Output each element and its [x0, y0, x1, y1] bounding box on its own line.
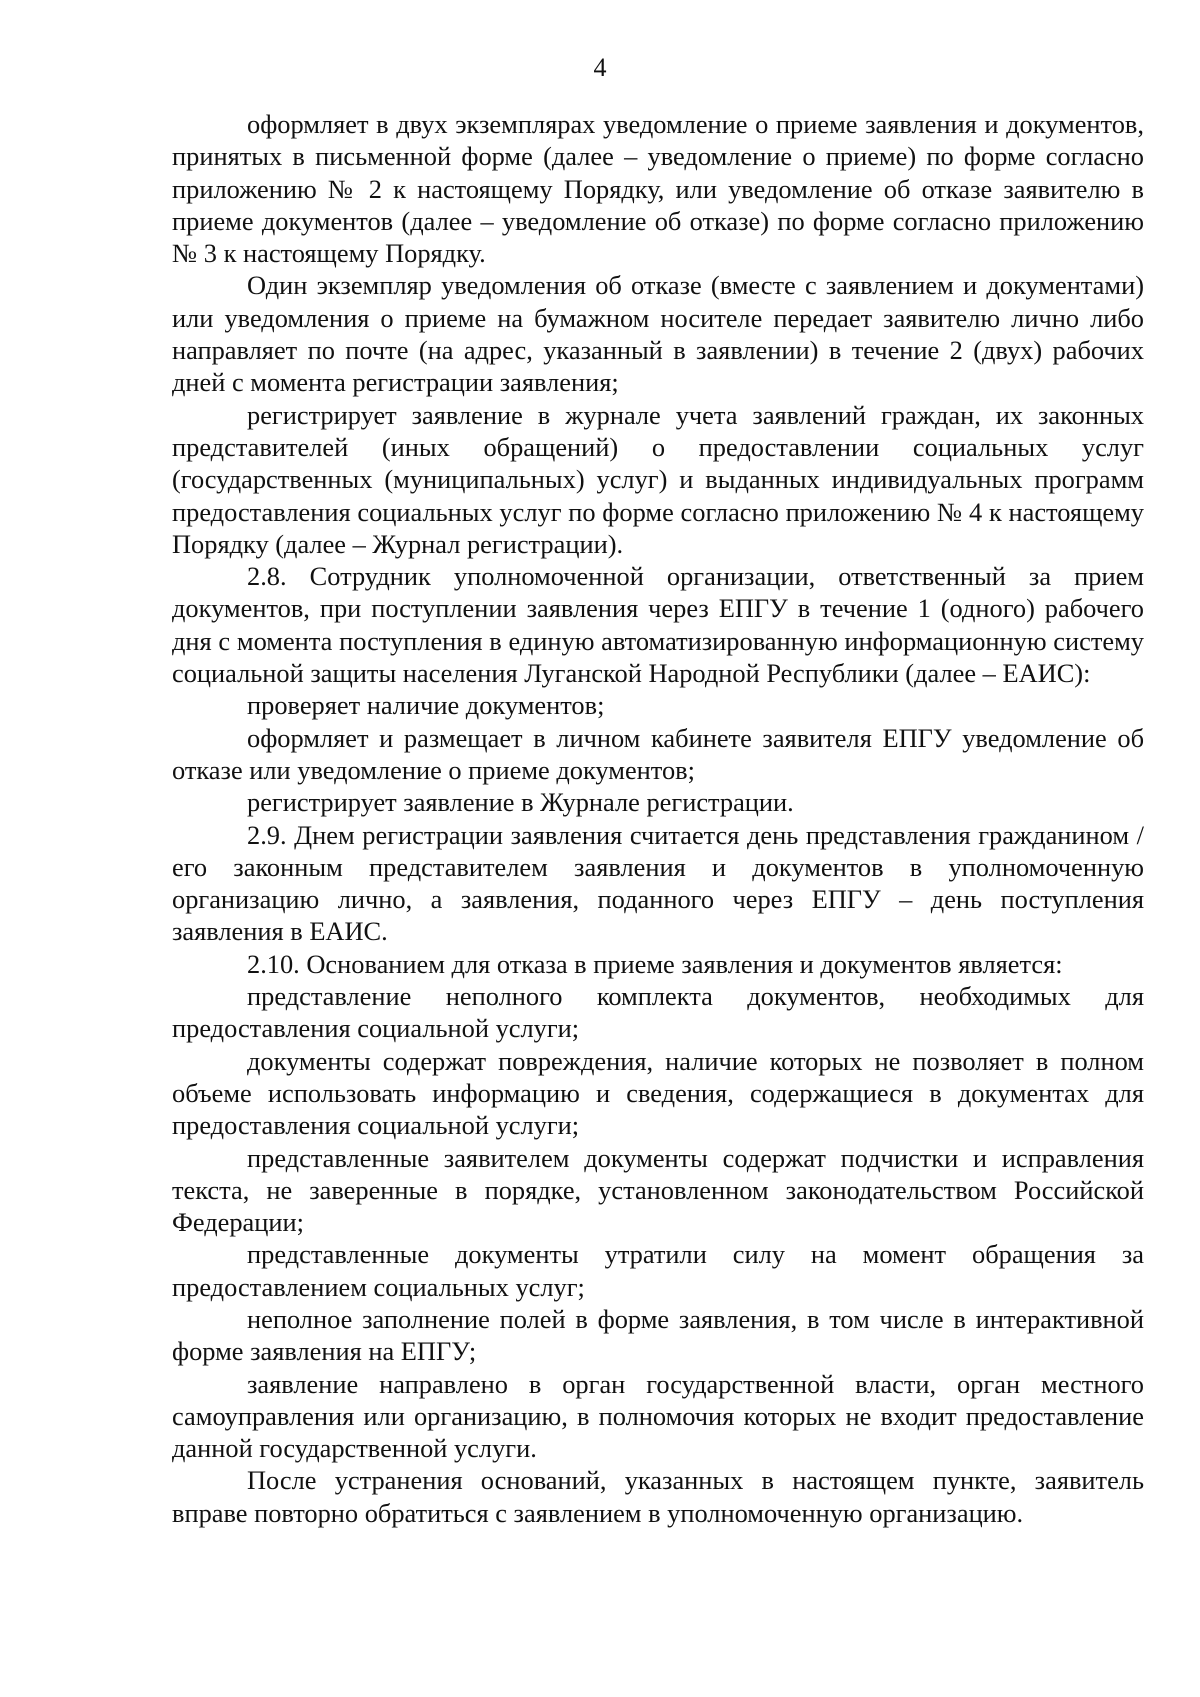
- paragraph: представленные документы утратили силу на момент обращения за предоставлением социальных услуг;: [172, 1239, 1144, 1302]
- paragraph: 2.10. Основанием для отказа в приеме заявления и документов является:: [247, 948, 1063, 979]
- paragraph: регистрирует заявление в Журнале регистрации.: [247, 787, 794, 818]
- paragraph: представленные заявителем документы содержат подчистки и исправления текста, не заверенные в порядке, установленном законодательством Российской Федерации;: [172, 1142, 1144, 1238]
- paragraph: неполное заполнение полей в форме заявления, в том числе в интерактивной форме заявления на ЕПГУ;: [172, 1303, 1144, 1367]
- paragraph: проверяет наличие документов;: [247, 690, 605, 721]
- paragraph: После устранения оснований, указанных в настоящем пункте, заявитель вправе повторно обратиться с заявлением в уполномоченную организацию.: [172, 1465, 1144, 1528]
- paragraph: Один экземпляр уведомления об отказе (вместе с заявлением и документами) или уведомления о приеме на бумажном носителе передает заявителю лично либо направляет по почте (на адрес, указанный в заявлении) в течение 2 (двух) рабочих дней с момента регистрации заявления;: [172, 270, 1144, 398]
- page-number: 4: [593, 53, 607, 82]
- paragraph: заявление направлено в орган государственной власти, орган местного самоуправления или организацию, в полномочия которых не входит предоставление данной государственной услуги.: [172, 1368, 1144, 1464]
- paragraph: документы содержат повреждения, наличие которых не позволяет в полном объеме использовать информацию и сведения, содержащиеся в документах для предоставления социальной услуги;: [172, 1045, 1144, 1141]
- paragraph: регистрирует заявление в журнале учета заявлений граждан, их законных представителей (иных обращений) о предоставлении социальных услуг (государственных (муниципальных) услуг) и выданных индивидуальных программ предоставления социальных услуг по форме согласно приложению № 4 к настоящему Порядку (далее – Журнал регистрации).: [172, 399, 1144, 559]
- paragraph: оформляет в двух экземплярах уведомление о приеме заявления и документов, принятых в письменной форме (далее – уведомление о приеме) по форме согласно приложению № 2 к настоящему Порядку, или уведомление об отказе заявителю в приеме документов (далее – уведомление об отказе) по форме согласно приложению № 3 к настоящему Порядку.: [172, 109, 1144, 269]
- paragraph: оформляет и размещает в личном кабинете заявителя ЕПГУ уведомление об отказе или уведомление о приеме документов;: [172, 722, 1144, 785]
- paragraph: представление неполного комплекта документов, необходимых для предоставления социальной услуги;: [172, 981, 1144, 1044]
- paragraph: 2.8. Сотрудник уполномоченной организации, ответственный за прием документов, при поступлении заявления через ЕПГУ в течение 1 (одного) рабочего дня с момента поступления в единую автоматизированную информационную систему социальной защиты населения Луганской Народной Республики (далее – ЕАИС):: [172, 561, 1144, 689]
- paragraph: 2.9. Днем регистрации заявления считается день представления гражданином / его законным представителем заявления и документов в уполномоченную организацию лично, а заявления, поданного через ЕПГУ – день поступления заявления в ЕАИС.: [172, 819, 1144, 947]
- document-body: [172, 108, 1144, 1529]
